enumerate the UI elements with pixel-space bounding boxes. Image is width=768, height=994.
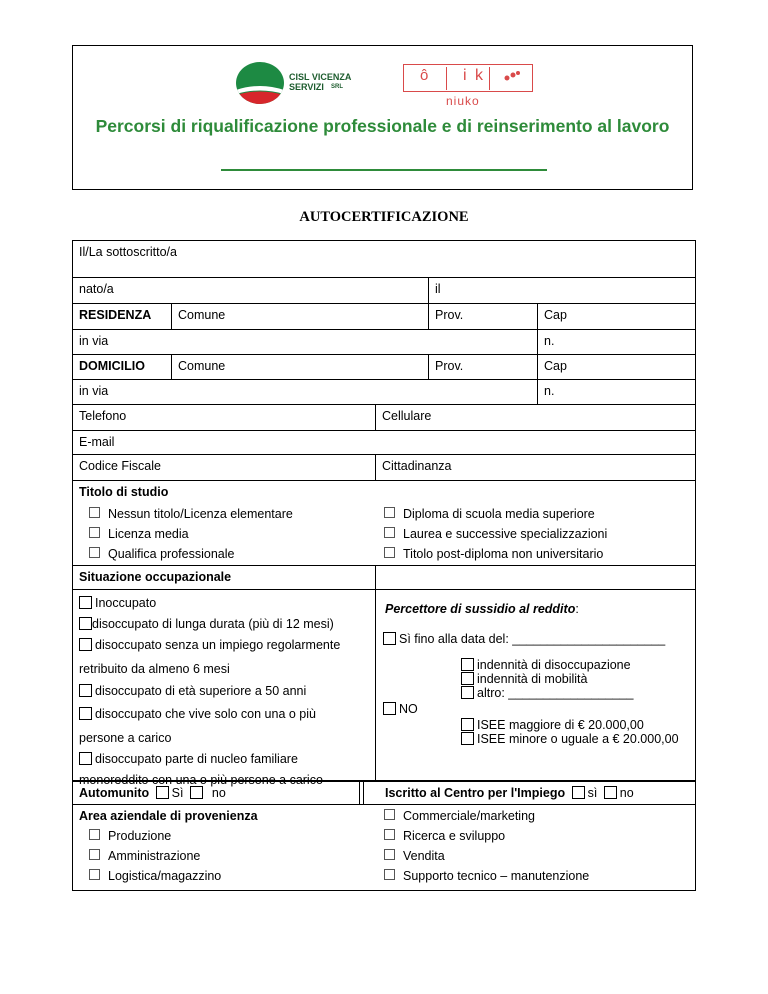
- field-codice-fiscale[interactable]: Codice Fiscale: [79, 459, 161, 473]
- checkbox-icon: [384, 527, 395, 538]
- text-monoreddito-cont: monoreddito con una o più persone a carico: [79, 773, 323, 787]
- option-vive-solo[interactable]: disoccupato che vive solo con una o più: [79, 707, 316, 721]
- option-altro[interactable]: altro: __________________: [461, 686, 633, 700]
- option-amministrazione[interactable]: Amministrazione: [79, 849, 200, 863]
- text-senza-impiego-cont: retribuito da almeno 6 mesi: [79, 662, 230, 676]
- field-domicilio-prov[interactable]: Prov.: [428, 355, 537, 379]
- oik-niuko-logo: [403, 64, 533, 124]
- option-post-diploma[interactable]: Titolo post-diploma non universitario: [374, 547, 603, 561]
- row-nato: [72, 278, 696, 304]
- field-domicilio-via[interactable]: in via: [79, 384, 109, 398]
- checkbox-icon: [384, 849, 395, 860]
- field-residenza-numero[interactable]: n.: [537, 330, 697, 354]
- option-isee-maggiore[interactable]: ISEE maggiore di € 20.000,00: [461, 718, 644, 732]
- option-laurea[interactable]: Laurea e successive specializzazioni: [374, 527, 607, 541]
- row-residenza-via: [72, 330, 696, 355]
- field-residenza-via[interactable]: in via: [79, 334, 109, 348]
- row-telefono: [72, 405, 696, 431]
- field-residenza-cap[interactable]: Cap: [537, 304, 697, 329]
- field-telefono[interactable]: Telefono: [79, 409, 127, 423]
- row-sottoscritto: [72, 240, 696, 278]
- option-inoccupato[interactable]: Inoccupato: [79, 596, 156, 610]
- option-qualifica-professionale[interactable]: Qualifica professionale: [79, 547, 234, 561]
- option-diploma[interactable]: Diploma di scuola media superiore: [374, 507, 595, 521]
- option-ricerca-sviluppo[interactable]: Ricerca e sviluppo: [374, 829, 505, 843]
- option-indennita-mobilita[interactable]: indennità di mobilità: [461, 672, 588, 686]
- checkbox-icon: [89, 829, 100, 840]
- checkbox-icon: [384, 809, 395, 820]
- checkbox-icon: [79, 707, 92, 720]
- field-sottoscritto[interactable]: Il/La sottoscritto/a: [79, 245, 177, 259]
- checkbox-icon: [384, 829, 395, 840]
- option-indennita-disoccupazione[interactable]: indennità di disoccupazione: [461, 658, 631, 672]
- checkbox-icon: [89, 547, 100, 558]
- field-cittadinanza[interactable]: Cittadinanza: [375, 455, 697, 480]
- form-table: [72, 240, 696, 891]
- row-residenza: [72, 304, 696, 330]
- automunito-no-checkbox[interactable]: [190, 786, 203, 799]
- situazione-label: Situazione occupazionale: [79, 570, 232, 584]
- checkbox-icon: [79, 684, 92, 697]
- option-senza-impiego[interactable]: disoccupato senza un impiego regolarmente: [79, 638, 340, 652]
- oik-letter-i: i: [463, 67, 467, 84]
- option-vendita[interactable]: Vendita: [374, 849, 445, 863]
- checkbox-icon: [461, 658, 474, 671]
- checkbox-icon: [79, 617, 92, 630]
- checkbox-icon: [89, 527, 100, 538]
- field-domicilio-numero[interactable]: n.: [537, 380, 697, 404]
- row-domicilio: [72, 355, 696, 380]
- option-licenza-media[interactable]: Licenza media: [79, 527, 189, 541]
- checkbox-icon: [384, 869, 395, 880]
- section-situazione: [72, 590, 696, 787]
- document-title: AUTOCERTIFICAZIONE: [299, 209, 469, 225]
- checkbox-icon: [79, 596, 92, 609]
- field-cellulare[interactable]: Cellulare: [375, 405, 697, 430]
- checkbox-icon: [79, 638, 92, 651]
- oik-letter-o: ô: [420, 67, 429, 84]
- option-nessun-titolo[interactable]: Nessun titolo/Licenza elementare: [79, 507, 293, 521]
- checkbox-icon: [461, 732, 474, 745]
- field-email[interactable]: E-mail: [79, 435, 115, 449]
- automunito-si-checkbox[interactable]: [156, 786, 169, 799]
- header-box: [72, 45, 693, 190]
- label-domicilio: DOMICILIO: [79, 359, 145, 373]
- header-title: Percorsi di riqualificazione professionale e di reinserimento al lavoro: [95, 116, 670, 136]
- area-label: Area aziendale di provenienza: [79, 809, 258, 823]
- checkbox-icon: [383, 632, 396, 645]
- oik-logo-frame: [403, 64, 533, 92]
- option-si-fino-data[interactable]: Sì fino alla data del: ______________________: [383, 632, 665, 646]
- option-isee-minore[interactable]: ISEE minore o uguale a € 20.000,00: [461, 732, 679, 746]
- checkbox-icon: [384, 507, 395, 518]
- text-vive-solo-cont: persone a carico: [79, 731, 172, 745]
- field-residenza-comune[interactable]: Comune: [171, 304, 428, 329]
- option-supporto-tecnico[interactable]: Supporto tecnico – manutenzione: [374, 869, 589, 883]
- field-data-nascita[interactable]: il: [428, 278, 697, 303]
- checkbox-icon: [89, 507, 100, 518]
- field-nato[interactable]: nato/a: [79, 282, 114, 296]
- row-email: [72, 431, 696, 455]
- label-residenza: RESIDENZA: [79, 308, 152, 322]
- iscritto-si-checkbox[interactable]: [572, 786, 585, 799]
- row-situazione-label: [72, 566, 696, 590]
- checkbox-icon: [383, 702, 396, 715]
- checkbox-icon: [461, 672, 474, 685]
- row-domicilio-via: [72, 380, 696, 405]
- section-area-aziendale: [72, 805, 696, 891]
- cisl-logo-line2: SERVIZI: [289, 82, 324, 92]
- option-logistica[interactable]: Logistica/magazzino: [79, 869, 221, 883]
- checkbox-icon: [89, 849, 100, 860]
- field-domicilio-comune[interactable]: Comune: [171, 355, 428, 379]
- iscritto-no-checkbox[interactable]: [604, 786, 617, 799]
- niuko-logo-text: niuko: [446, 94, 480, 108]
- dots-icon: [503, 70, 521, 82]
- automunito-group: Automunito Sì no: [79, 786, 226, 800]
- checkbox-icon: [461, 686, 474, 699]
- option-no-sussidio[interactable]: NO: [383, 702, 418, 716]
- option-monoreddito[interactable]: disoccupato parte di nucleo familiare: [79, 752, 298, 766]
- cisl-logo-line1: CISL VICENZA: [289, 72, 352, 82]
- checkbox-icon: [79, 752, 92, 765]
- option-over-50[interactable]: disoccupato di età superiore a 50 anni: [79, 684, 306, 698]
- field-domicilio-cap[interactable]: Cap: [537, 355, 697, 379]
- titolo-studio-label: Titolo di studio: [79, 485, 169, 499]
- section-titolo-studio: [72, 481, 696, 566]
- checkbox-icon: [89, 869, 100, 880]
- field-residenza-prov[interactable]: Prov.: [428, 304, 537, 329]
- checkbox-icon: [461, 718, 474, 731]
- option-lunga-durata[interactable]: disoccupato di lunga durata (più di 12 mesi): [79, 617, 334, 631]
- percettore-label: Percettore di sussidio al reddito:: [385, 602, 579, 616]
- row-codice-fiscale: [72, 455, 696, 481]
- checkbox-icon: [384, 547, 395, 558]
- option-commerciale[interactable]: Commerciale/marketing: [374, 809, 535, 823]
- cisl-logo-srl: SRL: [331, 84, 343, 90]
- header-underline: [221, 169, 547, 171]
- option-produzione[interactable]: Produzione: [79, 829, 171, 843]
- iscritto-group: Iscritto al Centro per l'Impiego sì no: [385, 786, 634, 800]
- oik-letter-k: k: [475, 67, 483, 84]
